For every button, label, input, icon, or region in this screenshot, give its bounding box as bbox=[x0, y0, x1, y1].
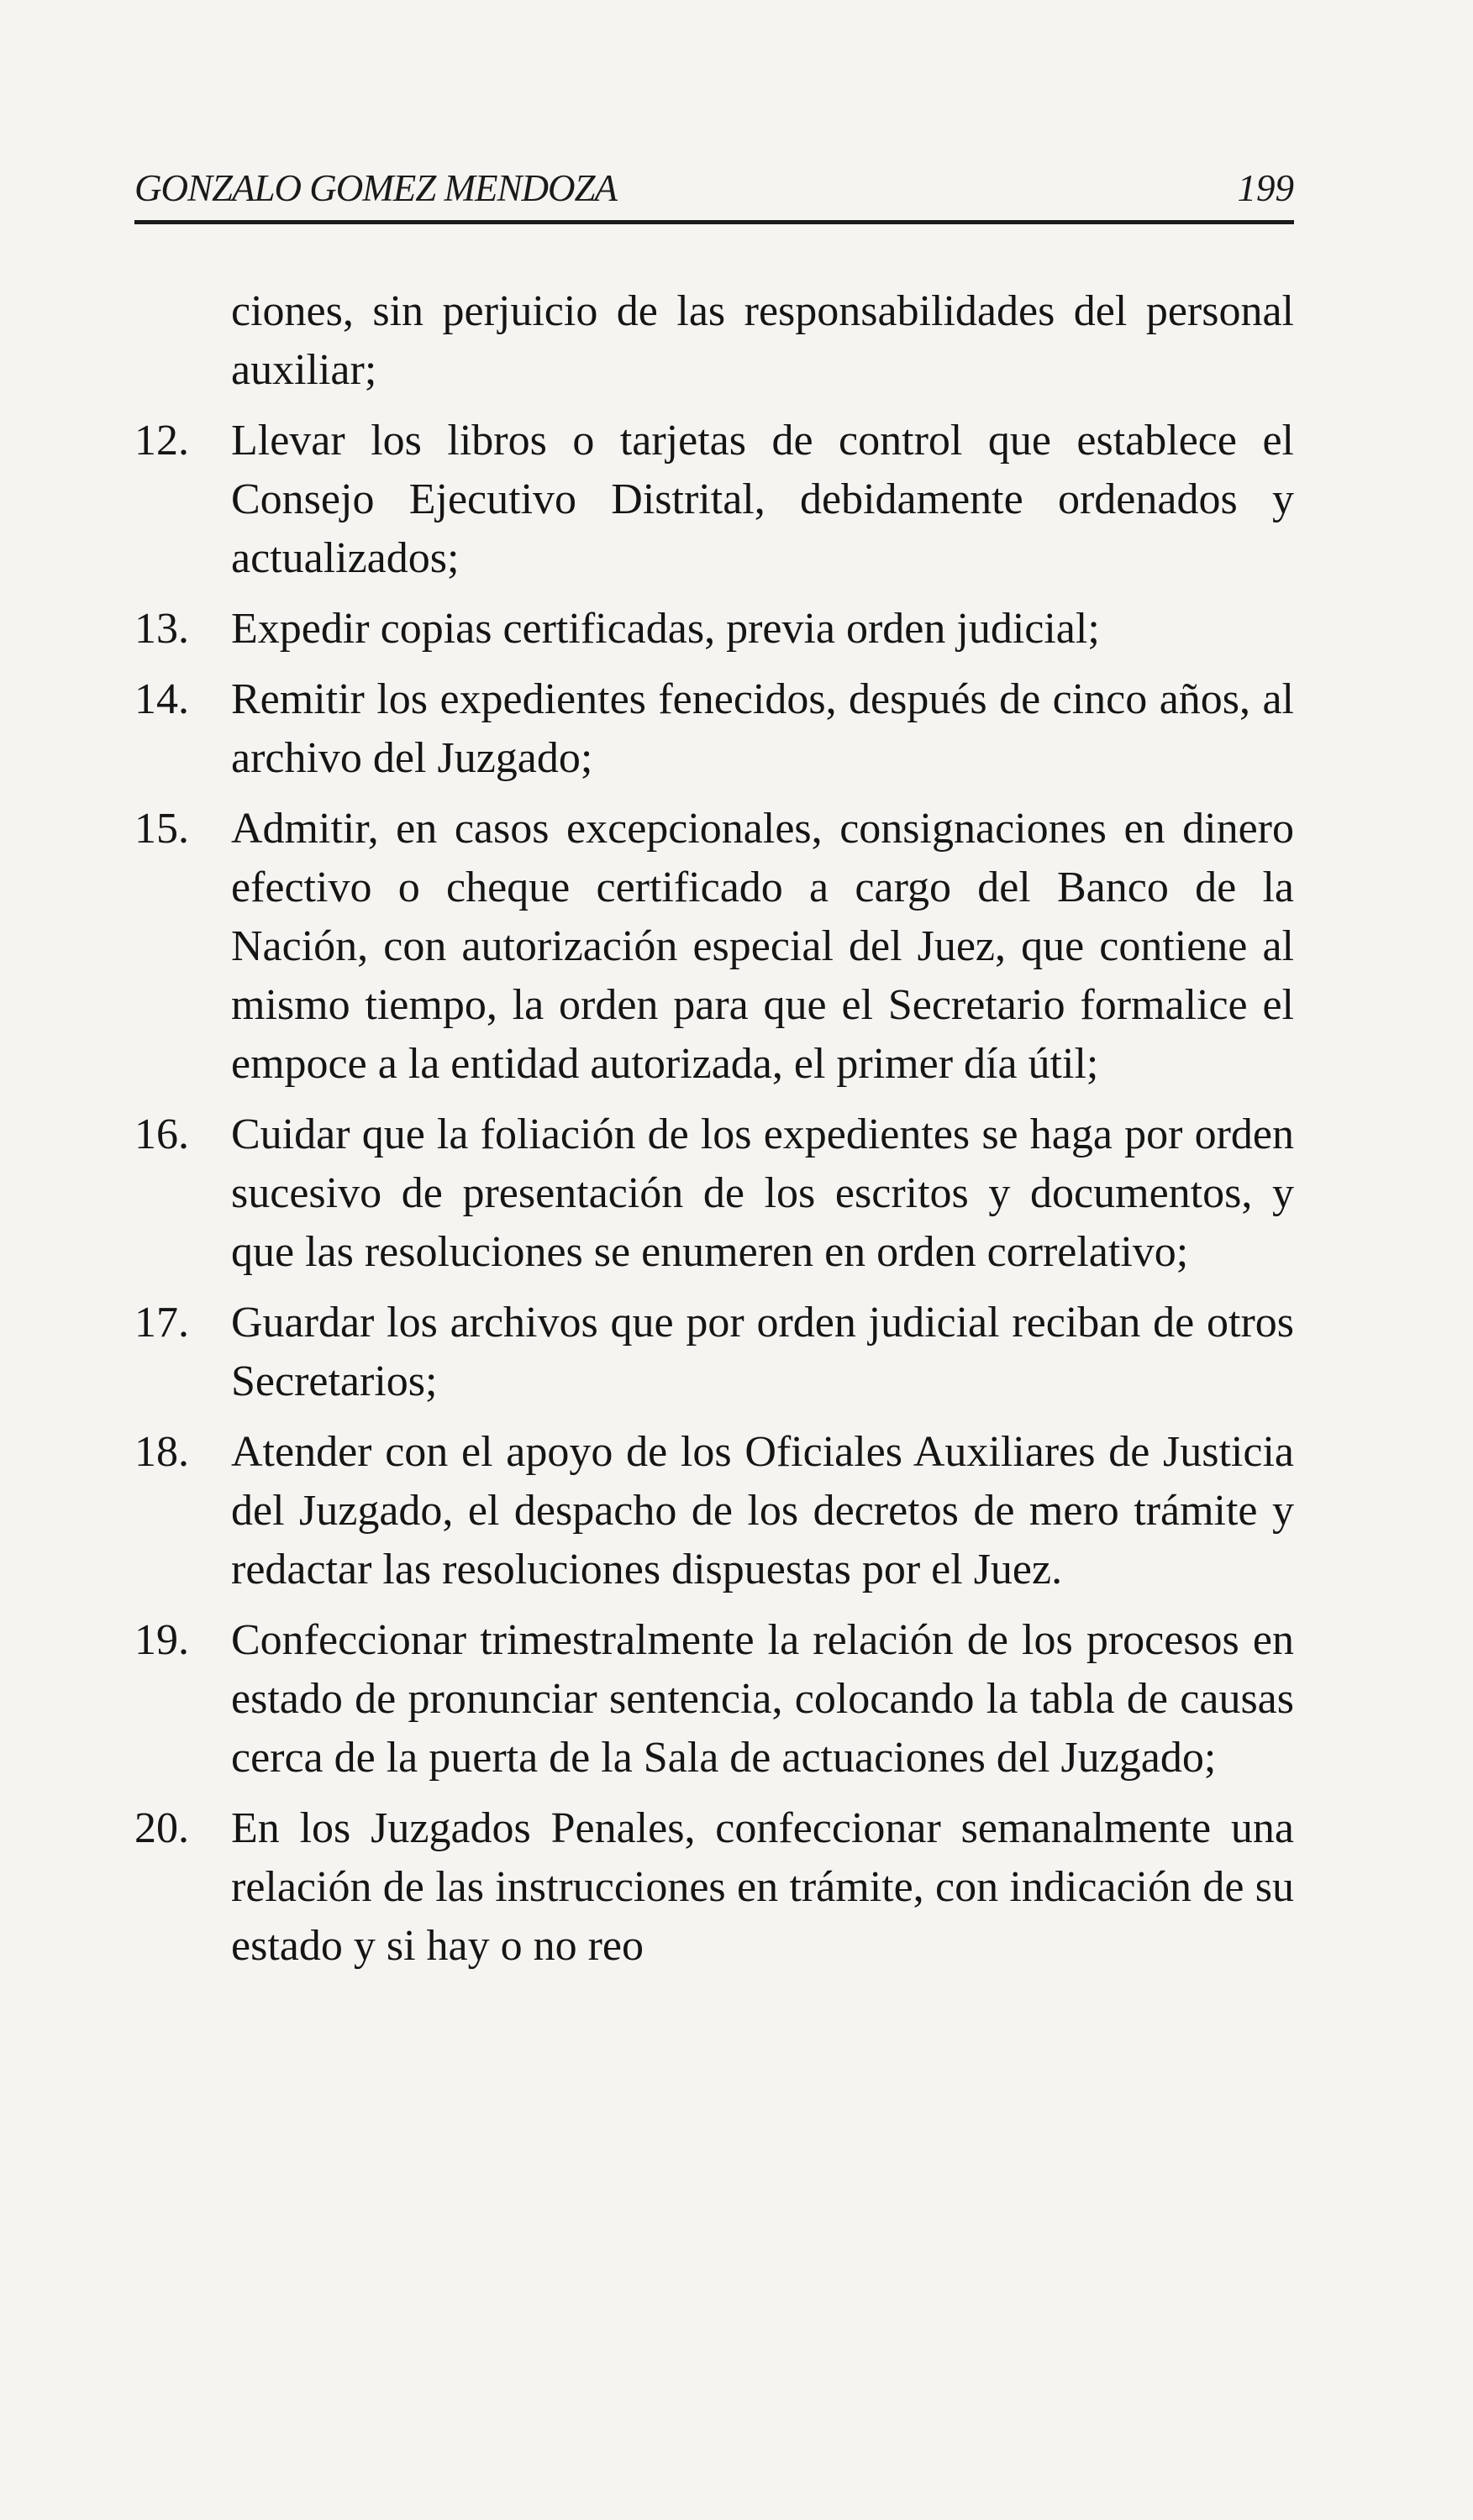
list-item bbox=[134, 1294, 1294, 1411]
continuation-paragraph bbox=[134, 282, 1294, 400]
running-header bbox=[134, 166, 1294, 220]
item-number: 15. bbox=[134, 805, 189, 853]
item-number: 19. bbox=[134, 1616, 189, 1664]
list-item bbox=[134, 670, 1294, 788]
item-text: En los Juzgados Penales, confeccionar semanalmente una relación de las instrucciones en trámite, con indicación de su estado y si hay o no reo bbox=[231, 1804, 1294, 1970]
item-text: Remitir los expedientes fenecidos, después de cinco años, al archivo del Juzgado; bbox=[231, 675, 1294, 782]
list-item bbox=[134, 800, 1294, 1094]
item-number: 14. bbox=[134, 675, 189, 723]
list-item bbox=[134, 1799, 1294, 1976]
item-text: Admitir, en casos excepcionales, consignaciones en dinero efectivo o cheque certificado a cargo del Banco de la Nación, con autorización especial del Juez, que contiene al mismo tiempo, la orden para que el Secretario formalice el empoce a la entidad autorizada, el primer día útil; bbox=[231, 805, 1294, 1088]
header-author: GONZALO GOMEZ MENDOZA bbox=[134, 167, 618, 209]
list-item bbox=[134, 1611, 1294, 1788]
list-item bbox=[134, 1423, 1294, 1599]
item-number: 17. bbox=[134, 1299, 189, 1347]
item-text: Llevar los libros o tarjetas de control que establece el Consejo Ejecutivo Distrital, debidamente ordenados y actualizados; bbox=[231, 417, 1294, 582]
item-text: Guardar los archivos que por orden judicial reciban de otros Secretarios; bbox=[231, 1299, 1294, 1405]
item-text: Cuidar que la foliación de los expedientes se haga por orden sucesivo de presentación de los escritos y documentos, y que las resoluciones se enumeren en orden correlativo; bbox=[231, 1110, 1294, 1276]
list-item bbox=[134, 1105, 1294, 1282]
header-rule bbox=[134, 220, 1294, 224]
item-text: Expedir copias certificadas, previa orden judicial; bbox=[231, 605, 1100, 653]
item-number: 18. bbox=[134, 1428, 189, 1476]
page-number: 199 bbox=[1237, 167, 1294, 209]
page-body bbox=[134, 282, 1294, 1987]
item-number: 13. bbox=[134, 605, 189, 653]
item-number: 16. bbox=[134, 1110, 189, 1158]
continuation-text: ciones, sin perjuicio de las responsabilidades del personal auxiliar; bbox=[231, 287, 1294, 394]
item-number: 20. bbox=[134, 1804, 189, 1852]
list-item bbox=[134, 412, 1294, 588]
item-text: Atender con el apoyo de los Oficiales Auxiliares de Justicia del Juzgado, el despacho de los decretos de mero trámite y redactar las resoluciones dispuestas por el Juez. bbox=[231, 1428, 1294, 1593]
item-number: 12. bbox=[134, 417, 189, 465]
list-item bbox=[134, 600, 1294, 659]
item-text: Confeccionar trimestralmente la relación de los procesos en estado de pronunciar sentencia, colocando la tabla de causas cerca de la puerta de la Sala de actuaciones del Juzgado; bbox=[231, 1616, 1294, 1782]
